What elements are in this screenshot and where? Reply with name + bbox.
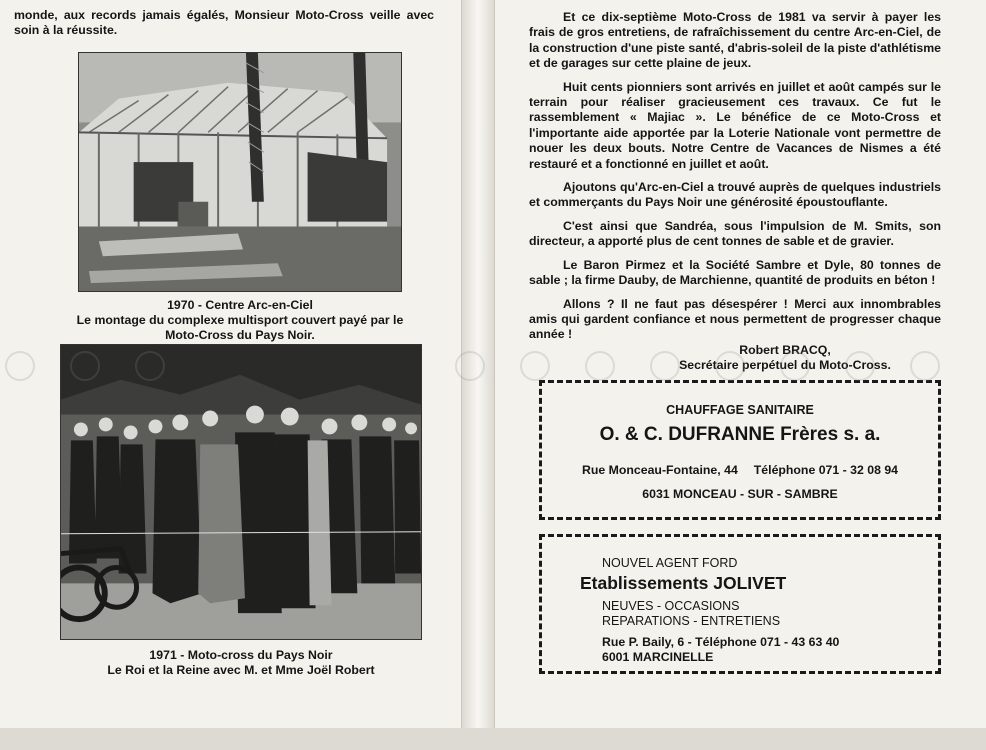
caption2-title: 1971 - Moto-cross du Pays Noir — [149, 648, 333, 662]
article-paragraph: Ajoutons qu'Arc-en-Ciel a trouvé auprès de quelques industriels et commerçants du Pays Noir une générosité époustouflante. — [529, 180, 941, 210]
signature-block — [645, 343, 925, 373]
left-intro-text: monde, aux records jamais égalés, Monsieur Moto-Cross veille avec soin à la réussite. — [14, 8, 434, 38]
advert-dufranne-address: Rue Monceau-Fontaine, 44 — [582, 463, 738, 477]
photo-construction — [78, 52, 402, 292]
advert-jolivet-services-2: REPARATIONS - ENTRETIENS — [602, 614, 781, 628]
advert-jolivet-city: 6001 MARCINELLE — [602, 650, 714, 664]
article-paragraph: Huit cents pionniers sont arrivés en juillet et août campés sur le terrain pour réaliser gracieusement ces travaux. Ce fut le rassemblement « Majiac ». Le bénéfice de ce Moto-Cross et l'importante aide apportée par la Loterie Nationale vont permettre de nouer les deux bouts. Notre Centre de Vacances de Nismes a été restauré et a fonctionné en juillet et août. — [529, 79, 941, 171]
photo-royal-visit — [60, 344, 422, 640]
article-paragraph: C'est ainsi que Sandréa, sous l'impulsion de M. Smits, son directeur, a apporté plus de cent tonnes de sable et de gravier. — [529, 218, 941, 249]
advert-jolivet-address: Rue P. Baily, 6 - Téléphone 071 - 43 63 40 — [602, 635, 840, 649]
signature-title: Secrétaire perpétuel du Moto-Cross. — [679, 358, 891, 372]
article-paragraph: Le Baron Pirmez et la Société Sambre et Dyle, 80 tonnes de sable ; la firme Dauby, de Marchienne, quantité de produits en béton ! — [529, 257, 941, 288]
caption-photo-1971 — [60, 648, 422, 678]
book-gutter — [462, 0, 494, 728]
advert-dufranne-city: 6031 MONCEAU - SUR - SAMBRE — [642, 487, 838, 501]
caption1-title: 1970 - Centre Arc-en-Ciel — [167, 298, 313, 312]
advert-jolivet — [539, 534, 941, 674]
signature-name: Robert BRACQ, — [739, 343, 831, 357]
advert-dufranne-trade: CHAUFFAGE SANITAIRE — [666, 403, 814, 417]
advert-dufranne — [539, 380, 941, 520]
article-body — [529, 10, 941, 351]
article-paragraph: Et ce dix-septième Moto-Cross de 1981 va servir à payer les frais de gros entretiens, de rafraîchissement du centre Arc-en-Ciel, de la construction d'une piste santé, d'abris-soleil de la piste d'athlétisme et de garages sur cette plaine de jeux. — [529, 10, 941, 71]
advert-dufranne-phone: Téléphone 071 - 32 08 94 — [753, 463, 899, 477]
right-page — [494, 0, 986, 728]
caption-photo-1970 — [70, 298, 410, 343]
left-page — [0, 0, 462, 728]
scan-bottom-strip — [0, 728, 986, 750]
caption1-text: Le montage du complexe multisport couvert payé par le Moto-Cross du Pays Noir. — [76, 313, 404, 342]
advert-jolivet-company: Etablissements JOLIVET — [580, 573, 787, 593]
advert-jolivet-services-1: NEUVES - OCCASIONS — [602, 599, 740, 613]
article-paragraph: Allons ? Il ne faut pas désespérer ! Merci aux innombrables amis qui gardent confiance et nous permettent de progresser chaque année ! — [529, 296, 941, 342]
advert-dufranne-contact — [582, 463, 898, 477]
advert-jolivet-tagline: NOUVEL AGENT FORD — [602, 556, 738, 570]
caption2-text: Le Roi et la Reine avec M. et Mme Joël Robert — [107, 663, 375, 677]
advert-dufranne-company: O. & C. DUFRANNE Frères s. a. — [599, 424, 881, 445]
